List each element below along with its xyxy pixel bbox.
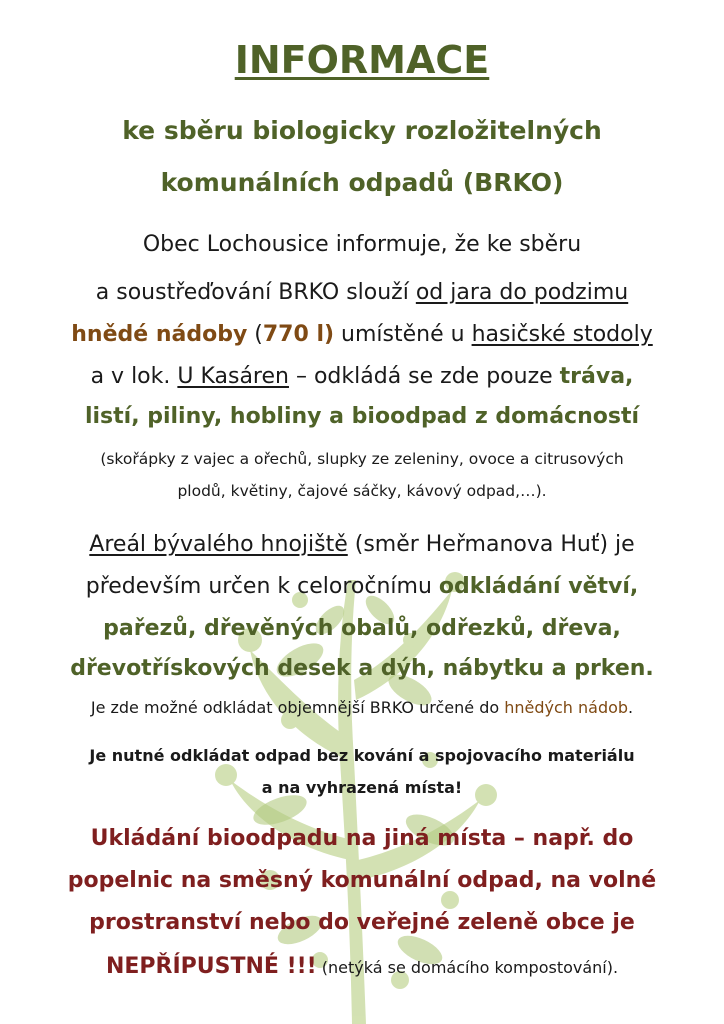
note-line-2: a na vyhrazená místa! — [261, 778, 463, 797]
warning-line-2: popelnic na směsný komunální odpad, na volné — [67, 868, 657, 893]
location-barn: hasičské stodoly — [471, 322, 653, 347]
para1-line-7: plodů, květiny, čajové sáčky, kávový odpad,…). — [177, 482, 547, 500]
subtitle-line-1: ke sběru biologicky rozložitelných — [122, 116, 602, 145]
note-line-1: Je nutné odkládat odpad bez kování a spojovacího materiálu — [89, 746, 635, 765]
para1-line-3 — [0, 322, 724, 347]
accepted-waste-highlight: tráva, — [559, 364, 634, 389]
location-dunghill: Areál bývalého hnojiště — [89, 532, 348, 557]
warning-line-4 — [0, 954, 724, 979]
para2-line-4: dřevotřískových desek a dýh, nábytku a prken. — [70, 656, 654, 681]
para1-text: a v lok. — [90, 364, 178, 389]
para1-text: – odkládá se zde pouze — [288, 364, 560, 389]
para1-line-2 — [0, 280, 724, 305]
para2-line-1 — [0, 532, 724, 557]
page-title: INFORMACE — [234, 38, 490, 82]
para1-line-1: Obec Lochousice informuje, že ke sběru — [142, 232, 582, 257]
para2-text: především určen k celoročnímu — [85, 574, 439, 599]
forbidden-label: NEPŘÍPUSTNÉ !!! — [105, 954, 317, 979]
para2-text: Je zde možné odkládat objemnější BRKO určené do — [90, 698, 505, 717]
season-highlight: od jara do podzimu — [415, 280, 629, 305]
para1-line-5: listí, piliny, hobliny a bioodpad z domácností — [84, 404, 640, 429]
para2-text: . — [628, 698, 634, 717]
subtitle-line-2: komunálních odpadů (BRKO) — [160, 168, 564, 197]
para1-line-6: (skořápky z vajec a ořechů, slupky ze zeleniny, ovoce a citrusových — [100, 450, 624, 468]
bin-volume-highlight: 770 l) — [262, 322, 335, 347]
para1-line-4 — [0, 364, 724, 389]
para2-line-3: pařezů, dřevěných obalů, odřezků, dřeva, — [103, 616, 621, 641]
para1-text: umístěné u — [334, 322, 472, 347]
para2-line-2 — [0, 574, 724, 599]
warning-line-1: Ukládání bioodpadu na jiná místa – např. do — [90, 826, 634, 851]
brown-bins-highlight: hnědé nádoby — [71, 322, 248, 347]
para2-line-5 — [0, 698, 724, 717]
branches-highlight: odkládání větví, — [438, 574, 639, 599]
para1-text: ( — [247, 322, 263, 347]
warning-line-3: prostranství nebo do veřejné zeleně obce je — [89, 910, 635, 935]
para2-text: (směr Heřmanova Huť) je — [347, 532, 635, 557]
para1-text: a soustřeďování BRKO slouží — [95, 280, 416, 305]
brown-bins-link-text: hnědých nádob — [504, 698, 629, 717]
exception-note: (netýká se domácího kompostování). — [316, 958, 619, 977]
location-kasaren: U Kasáren — [177, 364, 289, 389]
